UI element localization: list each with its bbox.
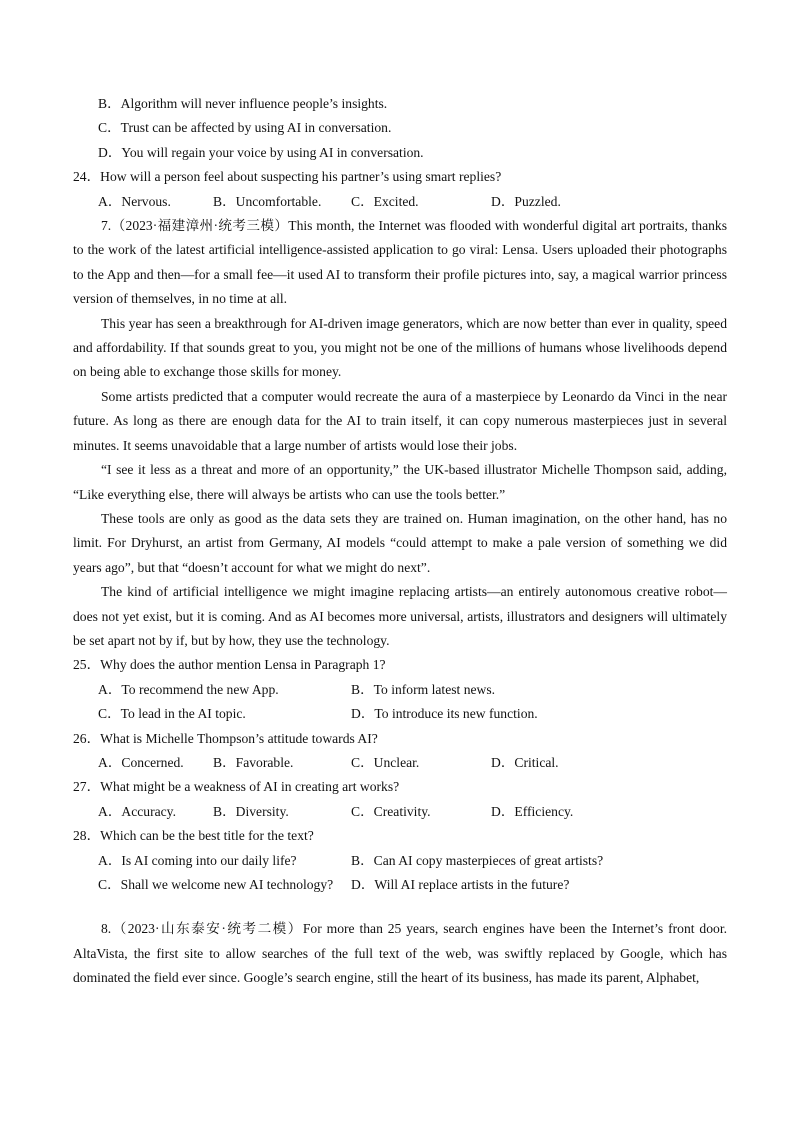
q26-options: [73, 751, 727, 775]
q24-stem: 24．How will a person feel about suspecting his partner’s using smart replies?: [73, 169, 502, 185]
passage7-paragraph-1: 7.（2023·福建漳州·统考三模）This month, the Internet was flooded with wonderful digital art portraits, thanks to the work of the latest artificial intelligence-assisted application to go viral: Lensa. Users uploaded their photographs to the App and then—for a small fee—it used AI to transform their profile pictures into, say, a magical warrior princess version of themselves, in no time at all.: [73, 218, 727, 307]
q26-stem: 26．What is Michelle Thompson’s attitude towards AI?: [73, 730, 378, 746]
q24-option-d: D．Puzzled.: [491, 193, 561, 209]
q25-option-a: A．To recommend the new App.: [98, 681, 279, 697]
q28-option-c: C．Shall we welcome new AI technology?: [98, 877, 334, 892]
q23-option-b: B．Algorithm will never influence people’s insights.: [98, 96, 388, 111]
passage7-paragraph-3: Some artists predicted that a computer would recreate the aura of a masterpiece by Leonardo da Vinci in the near future. As long as there are enough data for the AI to train itself, it can copy numerous masterpieces just in several minutes. It seems unavoidable that a large number of artists would lose their jobs.: [73, 388, 727, 453]
q28-stem: 28．Which can be the best title for the text?: [73, 828, 314, 844]
q25-option-d: D．To introduce its new function.: [351, 706, 538, 722]
passage7-paragraph-5: These tools are only as good as the data sets they are trained on. Human imagination, on the other hand, has no limit. For Dryhurst, an artist from Germany, AI models “could attempt to make a pale version of something we did years ago”, but that “doesn’t account for what we might do next”.: [73, 510, 727, 575]
q25-option-c: C．To lead in the AI topic.: [98, 706, 246, 722]
q25-stem: 25．Why does the author mention Lensa in Paragraph 1?: [73, 657, 386, 673]
q26-option-a: A．Concerned.: [98, 754, 184, 770]
q27-option-a: A．Accuracy.: [98, 803, 176, 819]
q23-option-c: C．Trust can be affected by using AI in conversation.: [98, 120, 392, 136]
q27-option-c: C．Creativity.: [351, 803, 431, 819]
q27-options: [73, 800, 727, 824]
passage7-paragraph-4: “I see it less as a threat and more of an opportunity,” the UK-based illustrator Michelle Thompson said, adding, “Like everything else, there will always be artists who can use the tools better.”: [73, 462, 727, 502]
q24-options: [73, 190, 727, 214]
passage7-paragraph-2: This year has seen a breakthrough for AI-driven image generators, which are now better than ever in quality, speed and affordability. If that sounds great to you, you might not be one of the millions of humans whose livelihoods depend on being able to exchange those skills for money.: [73, 315, 727, 380]
q27-option-d: D．Efficiency.: [491, 803, 574, 819]
section-gap: [73, 897, 727, 917]
passage8-paragraph-1: 8.（2023·山东泰安·统考二模）For more than 25 years, search engines have been the Internet’s front door. AltaVista, the first site to allow searches of the full text of the web, was swiftly replaced by Google, which has dominated the field ever since. Google’s search engine, still the heart of its business, has made its parent, Alphabet,: [73, 921, 727, 986]
q28-option-a: A．Is AI coming into our daily life?: [98, 852, 297, 868]
passage-7: [73, 214, 727, 653]
q23-option-d: D．You will regain your voice by using AI in conversation.: [98, 144, 424, 160]
q26-option-b: B．Favorable.: [213, 754, 294, 770]
q24-option-a: A．Nervous.: [98, 193, 171, 209]
q24-option-b: B．Uncomfortable.: [213, 193, 322, 209]
q28-option-d: D．Will AI replace artists in the future?: [351, 877, 570, 892]
q24-option-c: C．Excited.: [351, 193, 419, 209]
q28-option-b: B．Can AI copy masterpieces of great artists?: [351, 852, 604, 868]
q26-option-c: C．Unclear.: [351, 754, 420, 770]
q26-option-d: D．Critical.: [491, 754, 559, 770]
q25-option-b: B．To inform latest news.: [351, 681, 496, 697]
passage7-paragraph-6: The kind of artificial intelligence we might imagine replacing artists—an entirely autonomous creative robot—does not yet exist, but it is coming. And as AI becomes more universal, artists, illustrators and designers will ultimately be set apart not by if, but by how, they use the technology.: [73, 584, 727, 648]
q27-stem: 27．What might be a weakness of AI in creating art works?: [73, 779, 400, 795]
q28-options: [73, 849, 727, 898]
q25-options: [73, 678, 727, 727]
q27-option-b: B．Diversity.: [213, 803, 289, 819]
passage-8: [73, 917, 727, 990]
